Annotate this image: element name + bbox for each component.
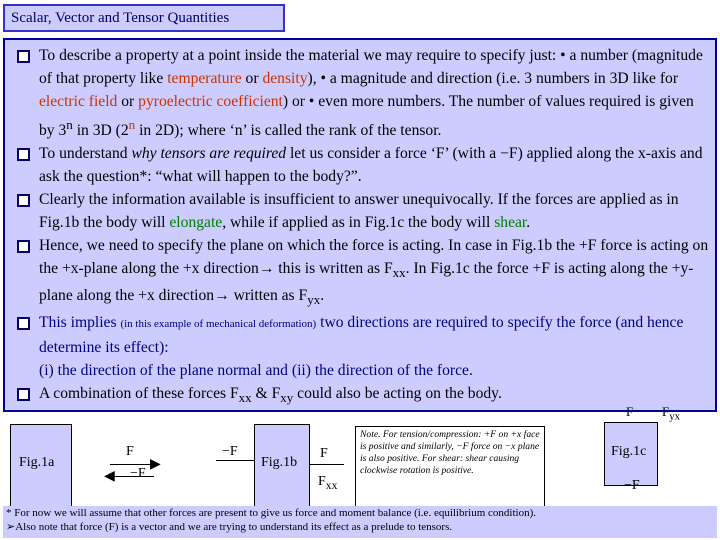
checkbox-bullet-icon — [17, 317, 30, 330]
fig1c-diagram: Fig.1c — [604, 422, 658, 486]
checkbox-bullet-icon — [17, 194, 30, 207]
fig1b-neg-force-label: −F — [222, 444, 238, 459]
main-panel — [3, 38, 717, 412]
checkbox-bullet-icon — [17, 50, 30, 63]
bullet-item: Hence, we need to specify the plane on which the force is acting. In case in Fig.1b the +F force is acting on the +x-plane along the +x direction→ this is written as $F_{xx}$. In Fig.1c the force +F is acting along the +y-plane along the +x direction→ written as $F_{yx}$. — [13, 234, 709, 311]
bullet-item: To understand why tensors are required let us consider a force ‘F’ (with a −F) applied along the x-axis and ask the question*: “what will happen to the body?”. — [13, 142, 709, 188]
fig1a-force-label: F — [126, 444, 134, 459]
checkbox-bullet-icon — [17, 148, 30, 161]
fig1c-top-force-label: F — [626, 404, 634, 419]
bullet-item: Clearly the information available is insufficient to answer unequivocally. If the forces are applied as in Fig.1b the body will elongate, while if applied as in Fig.1c the body will shear. — [13, 188, 709, 234]
page-title: Scalar, Vector and Tensor Quantities — [3, 4, 285, 32]
fig1b-left-arrow — [216, 460, 254, 461]
bullet-list — [13, 44, 709, 410]
footnote — [3, 506, 717, 538]
bullet-item: To describe a property at a point inside the material we may require to specify just: • a number (magnitude of that property like temperature or density), • a magnitude and direction (i.e. 3 numbers in 3D like for electric field or pyroelectric coefficient) or • even more numbers. The number of values required is given by 3$^n$ in 3D (2$^n$ in 2D); where ‘n’ is called the rank of the tensor. — [13, 44, 709, 142]
checkbox-bullet-icon — [17, 240, 30, 253]
arrow-bullet-icon: ➢ — [6, 521, 16, 533]
fig1a-diagram: Fig.1a — [10, 424, 72, 508]
fig1b-fxx-label: $F_{xx}$ — [318, 474, 338, 492]
bullet-item: This implies (in this example of mechanical deformation) two directions are required to specify the force (and hence determine its effect): (i) the direction of the plane normal and (ii) the direction of the force. — [13, 311, 709, 382]
checkbox-bullet-icon — [17, 388, 30, 401]
arrow-right-icon: ▶ — [150, 457, 161, 472]
footnote-line-2: ➢Also note that force (F) is a vector and we are trying to understand its effect as a prelude to tensors. — [6, 521, 453, 533]
fig1b-right-arrow — [310, 464, 344, 465]
fig1a-neg-force-label: −F — [130, 466, 146, 481]
fig1a-right-arrow — [110, 464, 154, 465]
note-box: Note. For tension/compression: +F on +x face is positive and similarly, −F force on −x plane is also positive. For shear: shear causing clockwise rotation is positive. — [355, 426, 545, 508]
fig1b-diagram: Fig.1b — [254, 424, 310, 508]
fig1c-fyx-label: $F_{yx}$ — [662, 404, 681, 423]
fig1c-neg-force-label: −F — [624, 478, 640, 493]
arrow-left-icon: ◀ — [104, 469, 115, 484]
bullet-item: A combination of these forces $F_{xx}$ & $F_{xy}$ could also be acting on the body. — [13, 382, 709, 409]
footnote-line-1: * For now we will assume that other forces are present to give us force and moment balance (i.e. equilibrium condition). — [6, 507, 536, 519]
fig1b-force-label: F — [320, 446, 328, 461]
